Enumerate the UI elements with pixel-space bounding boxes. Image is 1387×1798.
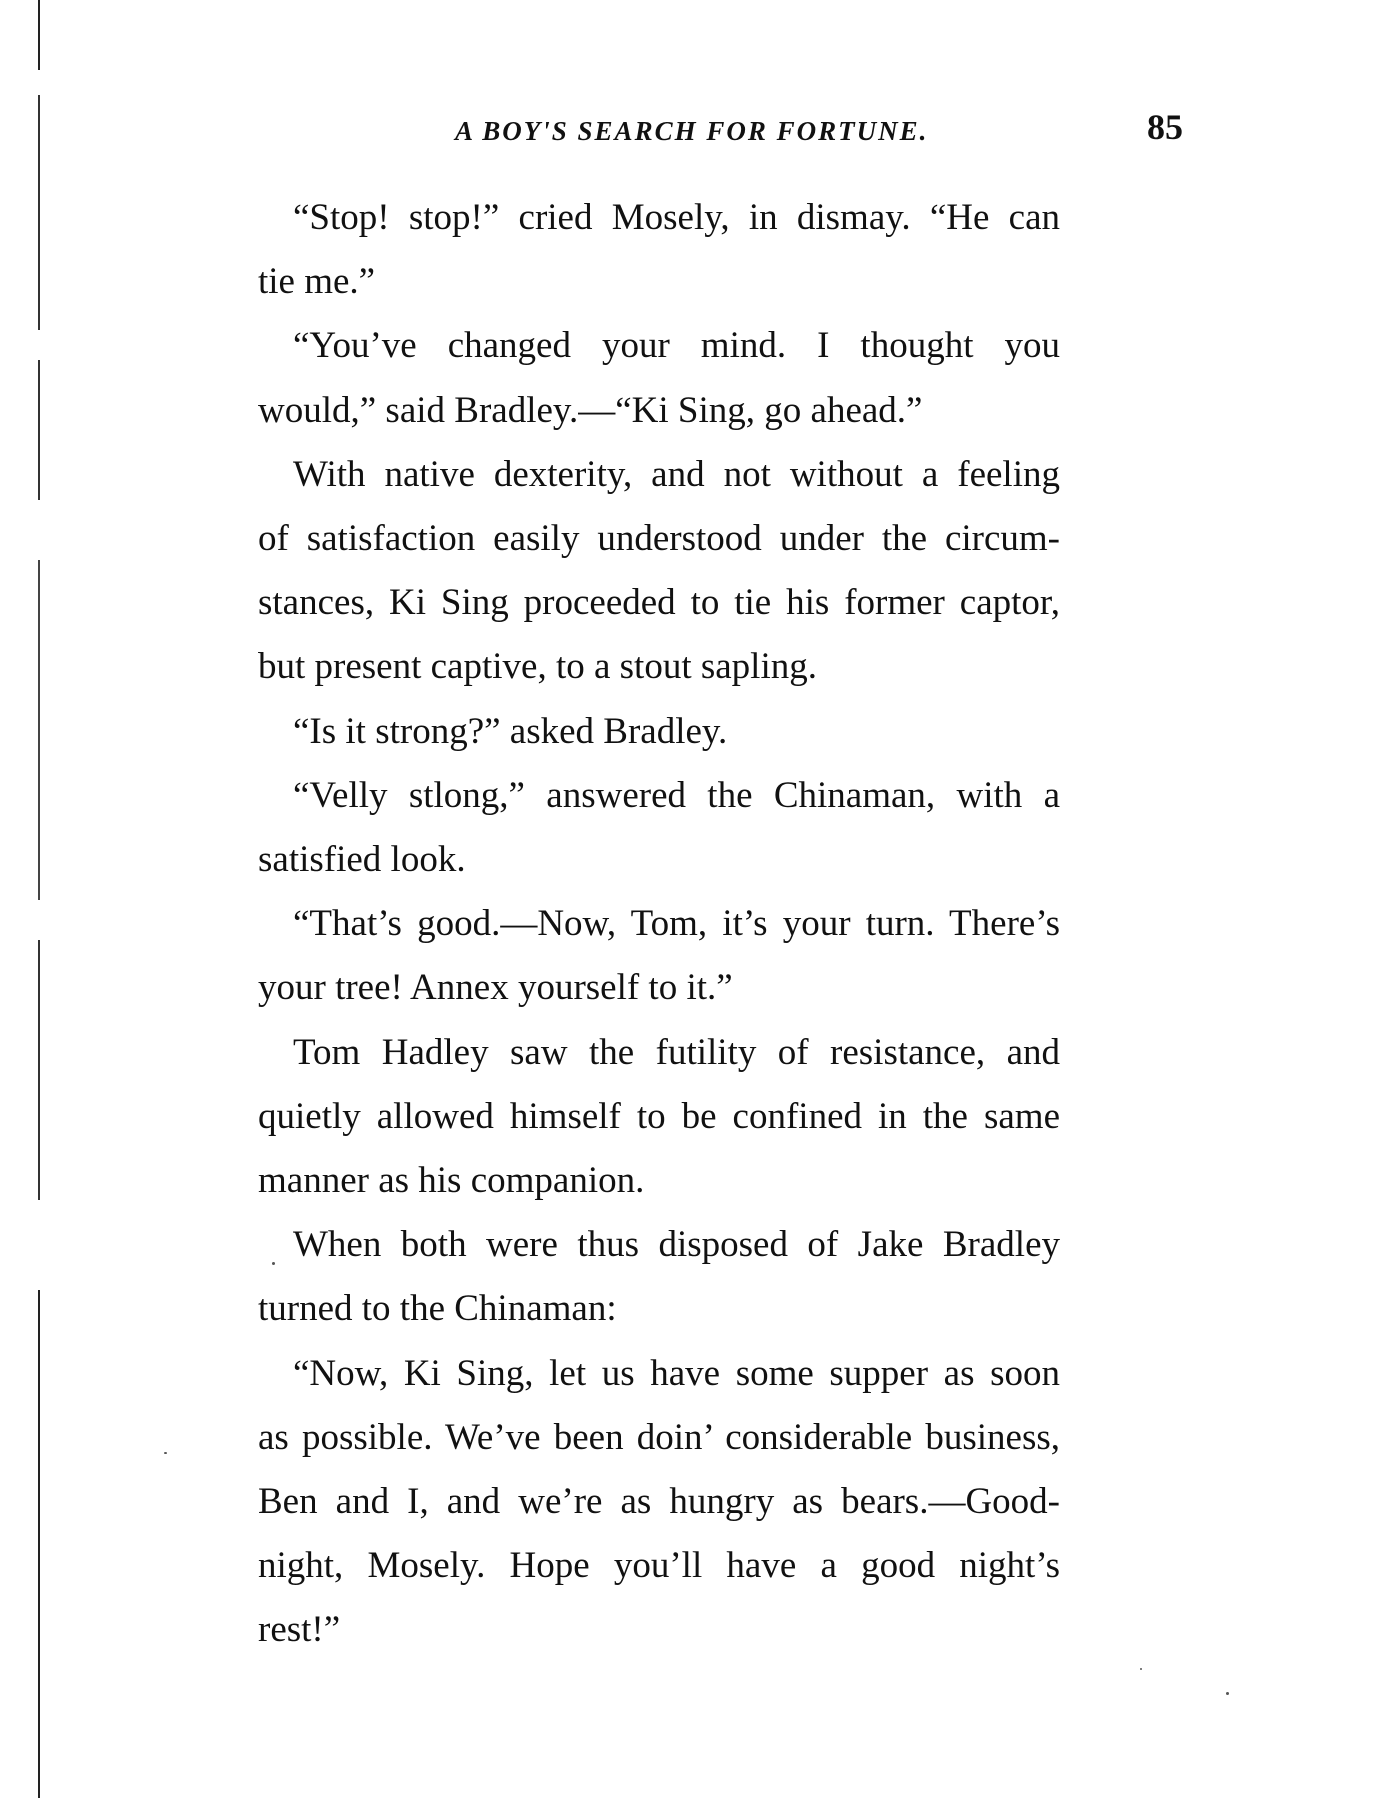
text-line: rest!”	[258, 1609, 341, 1651]
text-line: of satisfaction easily understood under the circum-	[258, 518, 1060, 560]
text-line: quietly allowed himself to be confined in the same	[258, 1095, 1060, 1137]
text-line: night, Mosely. Hope you’ll have a good night’s	[258, 1545, 1060, 1587]
page-header	[0, 104, 1387, 154]
text-line: Tom Hadley saw the futility of resistance, and	[293, 1031, 1060, 1073]
paragraph	[258, 186, 1060, 314]
text-line: but present captive, to a stout sapling.	[258, 646, 817, 688]
text-line: satisfied look.	[258, 839, 466, 881]
text-line: “That’s good.—Now, Tom, it’s your turn. There’s	[293, 903, 1060, 945]
text-line: “Now, Ki Sing, let us have some supper as soon	[293, 1352, 1060, 1394]
page-speck	[164, 1452, 167, 1454]
text-line: stances, Ki Sing proceeded to tie his former captor,	[258, 582, 1060, 624]
page-speck	[1226, 1692, 1229, 1695]
text-line: your tree! Annex yourself to it.”	[258, 967, 733, 1009]
paragraph	[258, 1342, 1060, 1663]
paragraph	[258, 1021, 1060, 1214]
text-line: “Velly stlong,” answered the Chinaman, with a	[293, 774, 1060, 816]
text-line: tie me.”	[258, 261, 376, 303]
text-line: Ben and I, and we’re as hungry as bears.—Good-	[258, 1481, 1060, 1523]
running-title: A BOY'S SEARCH FOR FORTUNE.	[455, 116, 929, 146]
paragraph	[258, 443, 1060, 700]
text-line: “Stop! stop!” cried Mosely, in dismay. “He can	[293, 197, 1060, 238]
body-text	[258, 186, 1060, 1663]
paragraph	[258, 1213, 1060, 1341]
text-line: “You’ve changed your mind. I thought you	[293, 325, 1060, 367]
paragraph	[258, 764, 1060, 892]
text-line: With native dexterity, and not without a feeling	[293, 453, 1060, 495]
paragraph	[258, 314, 1060, 442]
text-line: “Is it strong?” asked Bradley.	[293, 710, 728, 752]
text-line: manner as his companion.	[258, 1160, 645, 1202]
text-line: When both were thus disposed of Jake Bradley	[293, 1224, 1060, 1266]
page-speck	[1140, 1668, 1142, 1670]
text-line: would,” said Bradley.—“Ki Sing, go ahead.”	[258, 389, 923, 431]
text-line: as possible. We’ve been doin’ considerable business,	[258, 1416, 1060, 1458]
page-number: 85	[1147, 107, 1183, 147]
paragraph	[258, 892, 1060, 1020]
text-line: turned to the Chinaman:	[258, 1288, 617, 1330]
paragraph	[258, 700, 1060, 764]
binding-edge-line	[38, 0, 40, 1798]
